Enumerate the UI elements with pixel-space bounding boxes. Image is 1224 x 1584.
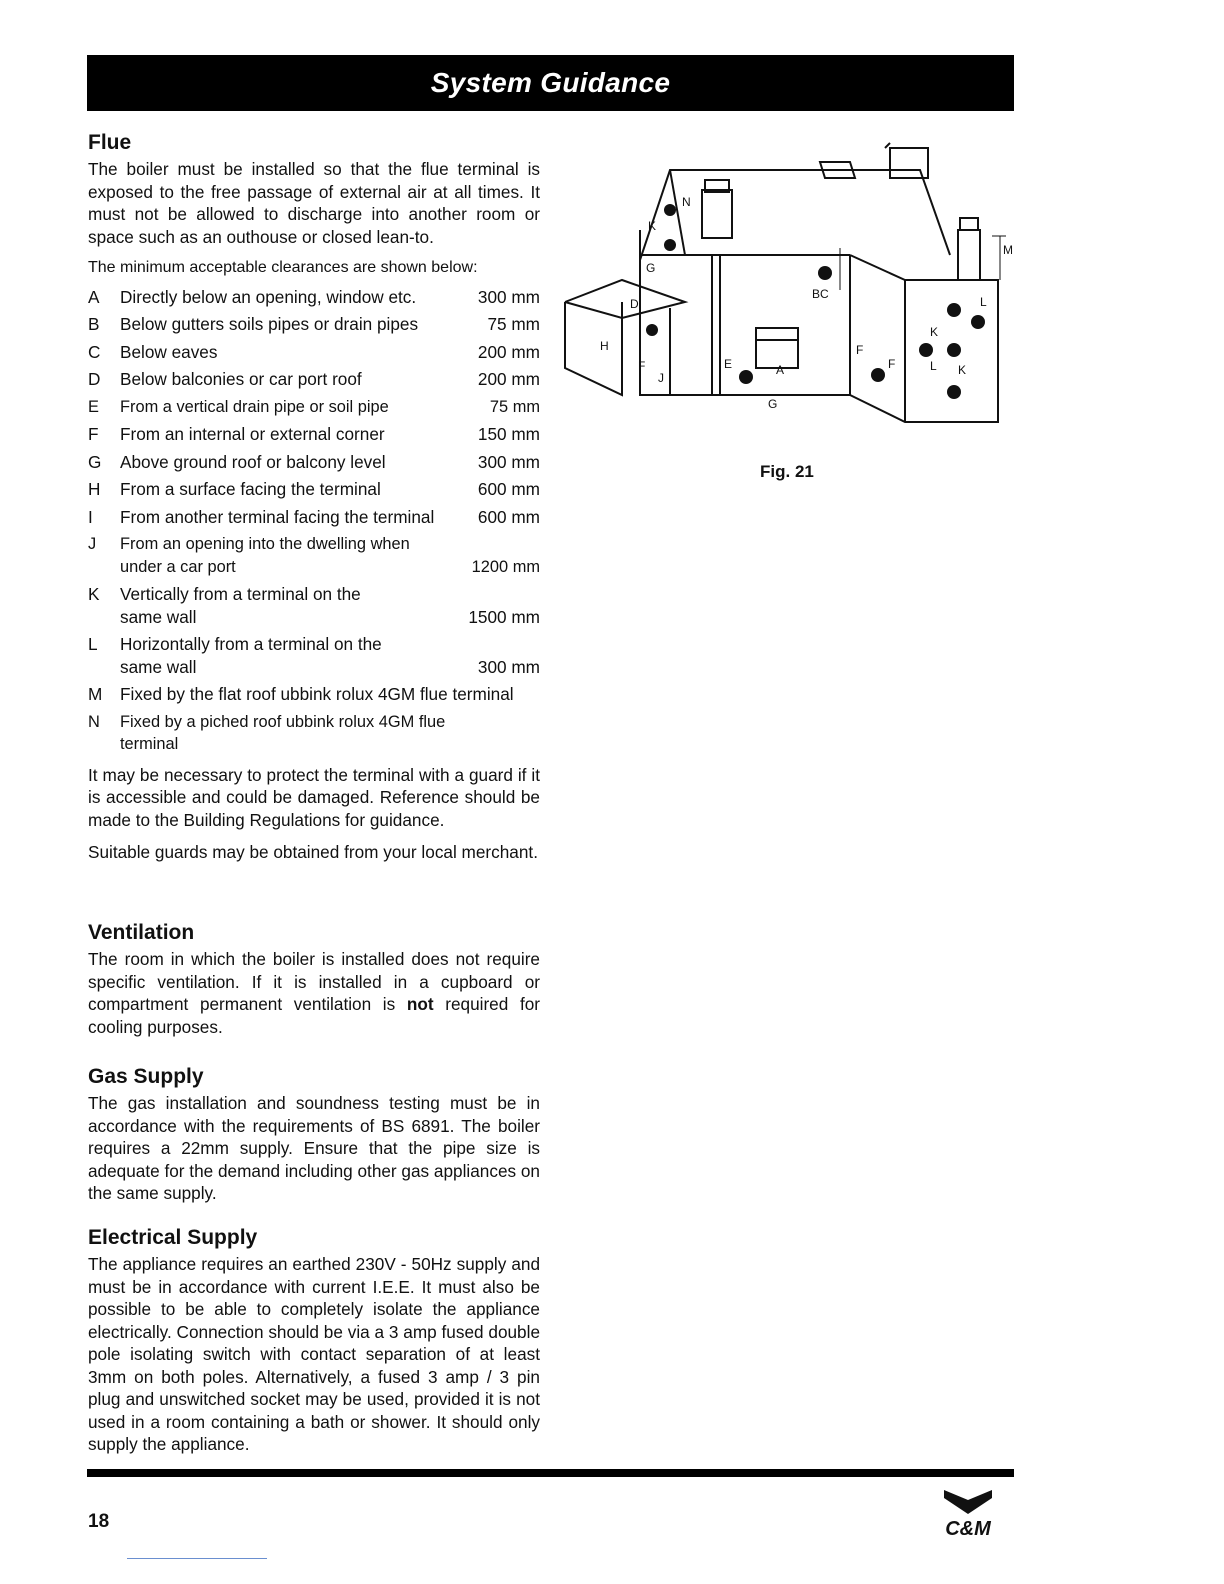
clearance-description: Above ground roof or balcony level (120, 451, 386, 472)
clearance-key: G (88, 451, 102, 472)
label-k3: K (958, 363, 967, 377)
header-bar (87, 55, 1014, 111)
figure-caption: Fig. 21 (760, 462, 814, 481)
clearance-description: Directly below an opening, window etc. (120, 286, 417, 307)
clearance-key: B (88, 314, 100, 334)
label-a: A (776, 363, 785, 377)
guard-note: It may be necessary to protect the terminal with a guard if it is accessible and could be damaged. Reference should be made to the Building Regulations for guidance. (88, 764, 540, 830)
label-f2: F (856, 343, 864, 357)
clearance-value: 300 mm (477, 286, 540, 307)
clearance-row (88, 423, 540, 446)
clearance-list (88, 286, 540, 756)
clearance-value: 200 mm (477, 369, 540, 389)
label-n: N (682, 195, 691, 209)
clearance-key: D (88, 369, 101, 389)
clearance-row (88, 286, 540, 309)
label-m: M (1003, 243, 1013, 257)
guard-supply: Suitable guards may be obtained from your local merchant. (88, 842, 538, 862)
clearance-value: 600 mm (477, 479, 540, 499)
flue-clearance-diagram (560, 140, 1020, 440)
clearance-value: 1200 mm (471, 557, 540, 576)
label-f3: F (888, 357, 896, 371)
clearance-key: M (88, 684, 103, 704)
clearance-row (88, 478, 540, 501)
footer-rule (87, 1469, 1014, 1477)
clearance-row (88, 341, 540, 364)
logo-chevron-icon (936, 1484, 1000, 1518)
company-logo (936, 1484, 1016, 1548)
flue-intro: The boiler must be installed so that the flue terminal is exposed to the free passage of external air at all times. It must not be allowed to discharge into another room or space such as an outhouse or closed lean-to. (88, 159, 540, 247)
clearance-description: From an opening into the dwelling when under a car port (120, 535, 410, 576)
ventilation-heading: Ventilation (88, 921, 195, 944)
underline-mark (127, 1558, 267, 1559)
clearance-description: From an internal or external corner (120, 424, 385, 444)
label-l: L (980, 295, 987, 309)
ventilation-section (88, 920, 540, 1038)
gas-supply-heading: Gas Supply (88, 1065, 204, 1088)
clearance-key: C (88, 341, 101, 362)
clearance-row (88, 633, 540, 678)
clearance-value: 75 mm (489, 397, 540, 416)
page-title: System Guidance (430, 67, 671, 98)
clearance-row (88, 533, 540, 578)
clearance-row (88, 313, 540, 336)
gas-supply-section (88, 1064, 540, 1205)
clearance-row (88, 711, 540, 756)
label-g2: G (768, 397, 778, 411)
clearance-row (88, 451, 540, 474)
clearance-value: 200 mm (477, 341, 540, 362)
ventilation-text: The room in which the boiler is installed does not require specific ventilation. If it is installed in a cupboard or compartment permanent ventilation is not required for cooling purposes. (88, 949, 541, 1037)
label-bc: BC (812, 287, 829, 301)
clearance-value: 300 mm (477, 656, 540, 677)
clearance-key: J (88, 535, 97, 553)
clearance-description: Below eaves (120, 341, 218, 362)
clearance-key: K (88, 584, 100, 604)
label-d: D (630, 297, 639, 311)
clearance-value: 300 mm (477, 451, 540, 472)
clearance-row (88, 396, 540, 419)
clearance-key: N (88, 712, 100, 731)
clearance-key: L (88, 634, 98, 654)
clearance-value: 600 mm (477, 506, 540, 527)
clearance-key: F (88, 424, 99, 444)
label-f: F (638, 359, 646, 373)
electrical-supply-heading: Electrical Supply (88, 1226, 258, 1249)
clearance-description: Fixed by a piched roof ubbink rolux 4GM flue terminal (120, 712, 446, 753)
clearance-description: From a surface facing the terminal (120, 479, 381, 499)
label-g: G (646, 261, 656, 275)
clearance-key: I (88, 506, 93, 527)
clearance-row (88, 368, 540, 391)
page-number: 18 (88, 1511, 110, 1532)
label-k2: K (930, 325, 939, 339)
clearance-description: Horizontally from a terminal on the same wall (120, 634, 382, 677)
label-l2: L (930, 359, 937, 373)
clearance-value: 75 mm (487, 314, 540, 334)
clearance-description: Below balconies or car port roof (120, 369, 362, 389)
label-k: K (648, 219, 657, 233)
flue-section (88, 130, 540, 864)
electrical-supply-section (88, 1225, 540, 1456)
clearance-description: Vertically from a terminal on the same wall (120, 584, 361, 627)
clearance-description: Fixed by the flat roof ubbink rolux 4GM flue terminal (120, 684, 514, 704)
clearance-row (88, 583, 540, 628)
clearance-row (88, 506, 540, 529)
label-e: E (724, 357, 733, 371)
electrical-supply-text: The appliance requires an earthed 230V - 50Hz supply and must be in accordance with current I.E.E. It must also be possible to be able to completely isolate the appliance electrically. Connection should be via a 3 amp fused double pole isolating switch with contact separation of at least 3mm on both poles. Alternatively, a fused 3 amp / 3 pin plug and unswitched socket may be used, provided it is not used in a room containing a bath or shower. It should only supply the appliance. (88, 1254, 540, 1454)
label-j: J (658, 371, 664, 385)
label-h: H (600, 339, 609, 353)
gas-supply-text: The gas installation and soundness testing must be in accordance with the requirements of BS 6891. The boiler requires a 22mm supply. Ensure that the pipe size is adequate for the demand including other gas appliances on the same supply. (88, 1093, 540, 1203)
clearance-description: From a vertical drain pipe or soil pipe (120, 397, 389, 416)
clearance-key: A (88, 286, 100, 307)
clearance-key: H (88, 479, 101, 499)
clearance-description: From another terminal facing the terminal (120, 506, 435, 527)
clearance-description: Below gutters soils pipes or drain pipes (120, 314, 419, 334)
clearance-value: 1500 mm (468, 606, 540, 627)
clearance-row (88, 683, 540, 706)
flue-heading: Flue (88, 131, 132, 154)
clearances-intro: The minimum acceptable clearances are shown below: (88, 259, 478, 276)
clearance-key: E (88, 397, 99, 416)
clearance-value: 150 mm (477, 424, 540, 444)
logo-text: C&M (945, 1518, 991, 1540)
